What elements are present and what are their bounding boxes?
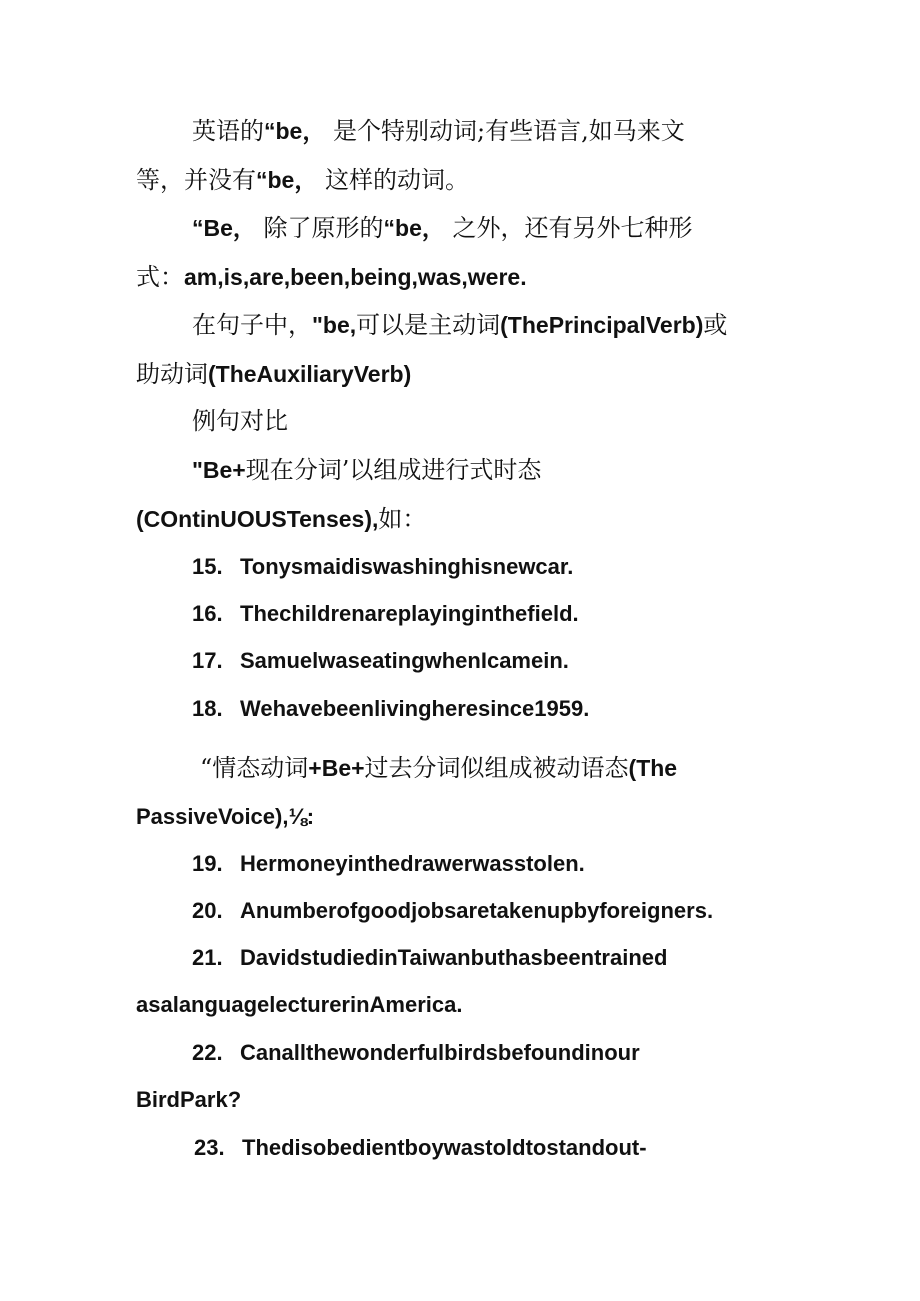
- example-number: 16.: [192, 601, 223, 626]
- example-number: 23.: [194, 1135, 225, 1160]
- example-text: Hermoneyinthedrawerwasstolen.: [240, 851, 585, 876]
- paragraph-3-line-1: [192, 310, 727, 340]
- paragraph-4-line-2: [136, 504, 426, 534]
- paragraph-1-line-1: [192, 116, 685, 146]
- example-text: Tonysmaidiswashinghisnewcar.: [240, 554, 574, 579]
- example-number: 21.: [192, 945, 223, 970]
- text-segment: 现在分词’以组成进行式时态: [245, 456, 542, 484]
- text-segment-bold: “be，: [383, 215, 445, 241]
- example-item: [192, 552, 573, 582]
- text-segment-bold: "be,: [312, 312, 357, 338]
- text-segment: 英语的: [192, 117, 264, 145]
- text-segment-bold: (COntinUOUSTenses),: [136, 506, 379, 532]
- text-segment-bold: (ThePrincipalVerb): [500, 312, 704, 338]
- example-continuation: BirdPark?: [136, 1087, 242, 1112]
- text-segment: 或: [703, 311, 728, 339]
- example-number: 15.: [192, 554, 223, 579]
- paragraph-2-line-2: [136, 262, 527, 292]
- text-segment-bold: PassiveVoice),⅛:: [136, 804, 315, 829]
- text-segment-bold: “be，: [264, 118, 326, 144]
- text-segment: 式：: [136, 263, 184, 291]
- paragraph-1-line-2: [136, 165, 469, 195]
- section-heading: 例句对比: [192, 407, 288, 435]
- example-text: Anumberofgoodjobsaretakenupbyforeigners.: [240, 898, 714, 923]
- example-item: [192, 599, 579, 629]
- text-segment: 在句子中，: [192, 311, 312, 339]
- example-continuation: asalanguagelecturerinAmerica.: [136, 992, 463, 1017]
- paragraph-5-line-2: [136, 802, 314, 832]
- text-segment-bold: “be，: [256, 167, 318, 193]
- text-segment: 是个特别动词;有些语言,如马来文: [332, 117, 685, 145]
- example-text: SamuelwaseatingwhenIcamein.: [240, 648, 569, 673]
- example-number: 22.: [192, 1040, 223, 1065]
- example-text: Canallthewonderfulbirdsbefoundinour: [240, 1040, 640, 1065]
- example-number: 19.: [192, 851, 223, 876]
- text-segment: 除了原形的: [263, 214, 384, 242]
- paragraph-3-line-2: [136, 359, 411, 389]
- example-text: Wehavebeenlivingheresince1959.: [240, 696, 590, 721]
- paragraph-5-line-1: [200, 753, 677, 783]
- example-item: [192, 694, 589, 724]
- example-number: 20.: [192, 898, 223, 923]
- paragraph-4-line-1: [192, 455, 541, 485]
- text-segment-bold: "Be+: [192, 457, 246, 483]
- example-item: [192, 849, 585, 879]
- text-segment-bold: (The: [628, 755, 678, 781]
- text-segment: 之外，还有另外七种形: [452, 214, 693, 242]
- text-segment: “情态动词: [200, 754, 309, 782]
- text-segment-bold: +Be+: [308, 755, 365, 781]
- example-number: 18.: [192, 696, 223, 721]
- text-segment-bold: am,is,are,been,being,was,were.: [184, 264, 527, 290]
- text-segment-bold: “Be，: [192, 215, 256, 241]
- example-number: 17.: [192, 648, 223, 673]
- example-item: [194, 1133, 647, 1163]
- text-segment-bold: (TheAuxiliaryVerb): [208, 361, 412, 387]
- example-text: Thedisobedientboywastoldtostandout-: [242, 1135, 647, 1160]
- text-segment: 如：: [378, 505, 427, 533]
- text-segment: 等，并没有: [136, 166, 256, 194]
- example-item: [192, 646, 569, 676]
- example-item: [192, 943, 667, 973]
- example-text: Thechildrenareplayinginthefield.: [240, 601, 579, 626]
- text-segment: 助动词: [136, 360, 208, 388]
- example-item: [192, 896, 713, 926]
- example-text: DavidstudiedinTaiwanbuthasbeentrained: [240, 945, 668, 970]
- example-item: [192, 1038, 640, 1068]
- text-segment: 可以是主动词: [356, 311, 501, 339]
- paragraph-2-line-1: [192, 213, 693, 243]
- text-segment: 过去分词似组成被动语态: [364, 754, 629, 782]
- text-segment: 这样的动词。: [324, 166, 469, 194]
